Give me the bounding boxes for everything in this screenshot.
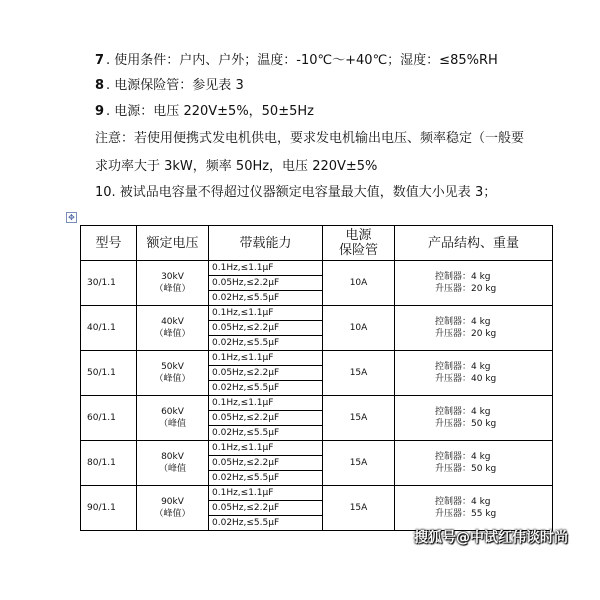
table-row: [81, 351, 553, 366]
cell-load: 0.05Hz,≤2.2μF: [209, 321, 323, 336]
cell-model: 40/1.1: [81, 306, 137, 351]
watermark: 搜狐号@中试红伟谈时尚: [414, 530, 568, 546]
cell-structure: 控制器：4 kg 升压器：40 kg: [395, 351, 553, 396]
cell-fuse: 15A: [323, 486, 395, 531]
cell-voltage: 30kV （峰值）: [137, 261, 209, 306]
cell-load: 0.05Hz,≤2.2μF: [209, 456, 323, 471]
cell-model: 90/1.1: [81, 486, 137, 531]
spec-table: [80, 225, 553, 531]
cell-load: 0.05Hz,≤2.2μF: [209, 501, 323, 516]
header-voltage: 额定电压: [137, 226, 209, 261]
item-9: 9 . 电源：电压 220V±5%，50±5Hz: [95, 104, 314, 119]
table-row: [81, 486, 553, 501]
cell-load: 0.02Hz,≤5.5μF: [209, 381, 323, 396]
cell-load: 0.1Hz,≤1.1μF: [209, 351, 323, 366]
cell-structure: 控制器：4 kg 升压器：20 kg: [395, 261, 553, 306]
cell-load: 0.02Hz,≤5.5μF: [209, 516, 323, 531]
header-structure: 产品结构、重量: [395, 226, 553, 261]
cell-fuse: 15A: [323, 396, 395, 441]
cell-voltage: 80kV （峰值: [137, 441, 209, 486]
item-10: 10. 被试品电容量不得超过仪器额定电容量最大值，数值大小见表 3；: [95, 185, 497, 200]
header-fuse: 电源 保险管: [323, 226, 395, 261]
cell-voltage: 50kV （峰值）: [137, 351, 209, 396]
cell-load: 0.1Hz,≤1.1μF: [209, 441, 323, 456]
cell-load: 0.1Hz,≤1.1μF: [209, 261, 323, 276]
cell-load: 0.02Hz,≤5.5μF: [209, 471, 323, 486]
table-row: [81, 441, 553, 456]
table-move-handle-icon[interactable]: ✥: [66, 212, 77, 223]
cell-voltage: 40kV （峰值）: [137, 306, 209, 351]
cell-fuse: 15A: [323, 441, 395, 486]
cell-structure: 控制器：4 kg 升压器：55 kg: [395, 486, 553, 531]
cell-model: 60/1.1: [81, 396, 137, 441]
note-line-1: 注意：若使用便携式发电机供电，要求发电机输出电压、频率稳定（一般要: [95, 131, 525, 146]
header-load: 带载能力: [209, 226, 323, 261]
cell-load: 0.05Hz,≤2.2μF: [209, 366, 323, 381]
table-row: [81, 396, 553, 411]
note-line-2: 求功率大于 3kW，频率 50Hz，电压 220V±5%: [95, 159, 378, 174]
cell-load: 0.1Hz,≤1.1μF: [209, 486, 323, 501]
cell-model: 50/1.1: [81, 351, 137, 396]
cell-structure: 控制器：4 kg 升压器：50 kg: [395, 396, 553, 441]
header-model: 型号: [81, 226, 137, 261]
item-7: 7 . 使用条件：户内、户外；温度：-10℃～+40℃；湿度：≤85%RH: [95, 53, 498, 68]
cell-structure: 控制器：4 kg 升压器：20 kg: [395, 306, 553, 351]
cell-load: 0.02Hz,≤5.5μF: [209, 291, 323, 306]
cell-voltage: 90kV （峰值）: [137, 486, 209, 531]
item-8: 8 . 电源保险管：参见表 3: [95, 78, 244, 93]
cell-model: 80/1.1: [81, 441, 137, 486]
cell-load: 0.1Hz,≤1.1μF: [209, 396, 323, 411]
cell-fuse: 10A: [323, 306, 395, 351]
cell-load: 0.1Hz,≤1.1μF: [209, 306, 323, 321]
cell-load: 0.05Hz,≤2.2μF: [209, 276, 323, 291]
table-header-row: [81, 226, 553, 261]
cell-load: 0.02Hz,≤5.5μF: [209, 426, 323, 441]
table-row: [81, 261, 553, 276]
cell-model: 30/1.1: [81, 261, 137, 306]
table-row: [81, 306, 553, 321]
cell-fuse: 10A: [323, 261, 395, 306]
cell-structure: 控制器：4 kg 升压器：50 kg: [395, 441, 553, 486]
cell-load: 0.02Hz,≤5.5μF: [209, 336, 323, 351]
cell-load: 0.05Hz,≤2.2μF: [209, 411, 323, 426]
cell-fuse: 15A: [323, 351, 395, 396]
cell-voltage: 60kV （峰值: [137, 396, 209, 441]
